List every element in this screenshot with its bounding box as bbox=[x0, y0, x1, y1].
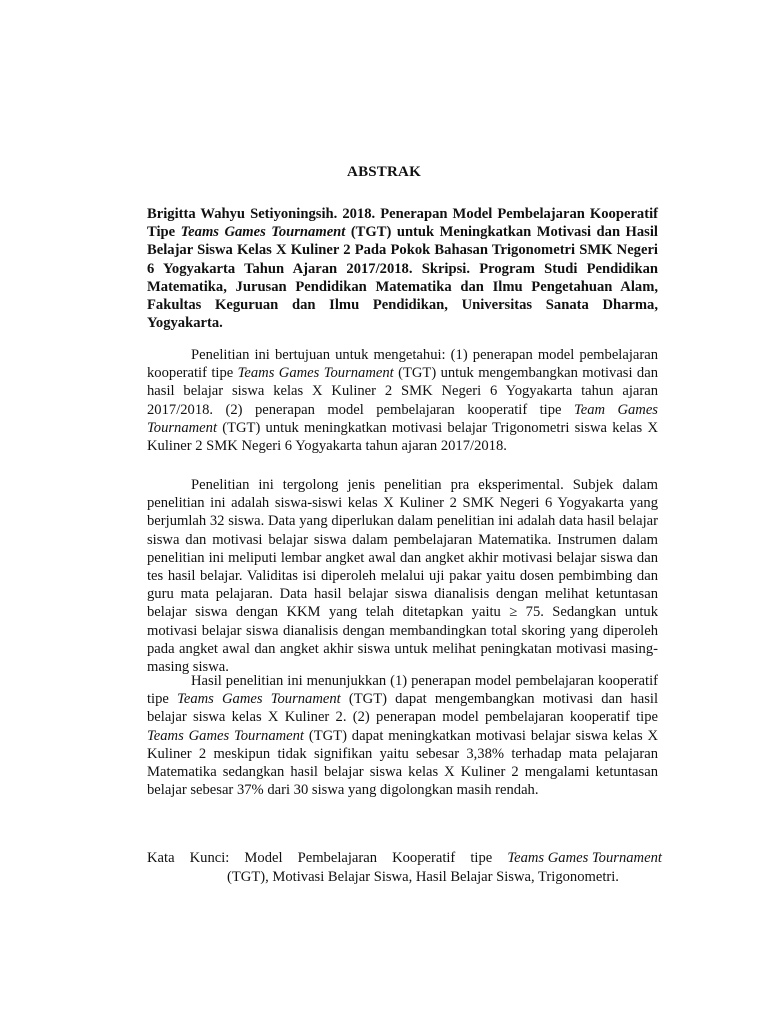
keyword-word-4: tipe bbox=[470, 850, 493, 866]
p1-italic-b: Team Games Tournament bbox=[147, 401, 658, 436]
paragraph-objectives bbox=[147, 346, 658, 455]
p1-text-b: (TGT) untuk mengembangkan motivasi dan hasil belajar siswa kelas X Kuliner 2 SMK Negeri 6 Yogyakarta tahun ajaran 2017/2018. (2) penerapan model pembelajaran kooperatif tipe bbox=[147, 365, 658, 418]
identity-italic-method: Teams Games Tournament bbox=[180, 224, 346, 241]
p1-text-a: Penelitian ini bertujuan untuk mengetahui: (1) penerapan model pembelajaran kooperatif tipe bbox=[147, 347, 658, 382]
p3-text-a: Hasil penelitian ini menunjukkan (1) penerapan model pembelajaran kooperatif tipe bbox=[147, 673, 658, 708]
p1-italic-a: Teams Games Tournament bbox=[237, 365, 394, 382]
author-identity bbox=[147, 205, 658, 332]
keywords-section bbox=[147, 849, 662, 886]
p3-text-c: (TGT) dapat meningkatkan motivasi belajar siswa kelas X Kuliner 2 meskipun tidak signifikan yaitu sebesar 3,38% terhadap mata pelajaran Matematika sedangkan hasil belajar siswa kelas X Kuliner 2 mengalami ketuntasan belajar sebesar 37% dari 30 siswa yang digolongkan masih rendah. bbox=[147, 727, 658, 799]
p3-italic-b: Teams Games Tournament bbox=[147, 727, 304, 744]
keyword-word-1: Model bbox=[244, 850, 283, 866]
paragraph-results bbox=[147, 672, 658, 799]
p3-text-b: (TGT) dapat mengembangkan motivasi dan hasil belajar siswa kelas X Kuliner 2. (2) penerapan model pembelajaran kooperatif tipe bbox=[147, 691, 658, 726]
keyword-italic-method: Teams Games Tournament bbox=[507, 850, 662, 866]
keyword-word-3: Kooperatif bbox=[392, 850, 456, 866]
keywords-line-2: (TGT), Motivasi Belajar Siswa, Hasil Belajar Siswa, Trigonometri. bbox=[227, 868, 619, 885]
keyword-word-2: Pembelajaran bbox=[297, 850, 378, 866]
identity-text-2: (TGT) untuk Meningkatkan Motivasi dan Hasil Belajar Siswa Kelas X Kuliner 2 Pada Pokok Bahasan Trigonometri SMK Negeri 6 Yogyakarta Tahun Ajaran 2017/2018. Skripsi. Program Studi Pendidikan Matematika, Jurusan Pendidikan Matematika dan Ilmu Pengetahuan Alam, Fakultas Keguruan dan Ilmu Pendidikan, Universitas Sanata Dharma, Yogyakarta. bbox=[147, 224, 658, 332]
p1-text-c: (TGT) untuk meningkatkan motivasi belajar Trigonometri siswa kelas X Kuliner 2 SMK Negeri 6 Yogyakarta tahun ajaran 2017/2018. bbox=[147, 419, 658, 455]
identity-text-1: Brigitta Wahyu Setiyoningsih. 2018. Penerapan Model Pembelajaran Kooperatif Tipe bbox=[147, 206, 658, 241]
keywords-label-word2: Kunci: bbox=[189, 850, 230, 866]
p2-text: Penelitian ini tergolong jenis penelitian pra eksperimental. Subjek dalam penelitian ini adalah siswa-siswi kelas X Kuliner 2 SMK Negeri 6 Yogyakarta yang berjumlah 32 siswa. Data yang diperlukan dalam penelitian ini adalah data hasil belajar siswa dan motivasi belajar siswa dalam pembelajaran Matematika. Instrumen dalam penelitian ini meliputi lembar angket awal dan angket akhir motivasi belajar siswa dan tes hasil belajar. Validitas isi diperoleh melalui uji pakar yaitu dosen pembimbing dan guru mata pelajaran. Data hasil belajar siswa dianalisis dengan melihat ketuntasan belajar siswa dengan KKM yang telah ditetapkan yaitu ≥ 75. Sedangkan untuk motivasi belajar siswa dianalisis dengan membandingkan total skoring yang diperoleh pada angket awal dan angket akhir siswa untuk melihat peningkatan motivasi masing-masing siswa. bbox=[147, 477, 658, 676]
keywords-label-word1: Kata bbox=[147, 850, 175, 866]
paragraph-method bbox=[147, 476, 658, 676]
keywords-line-1 bbox=[147, 849, 662, 868]
abstract-title: ABSTRAK bbox=[347, 164, 421, 180]
p3-italic-a: Teams Games Tournament bbox=[177, 691, 341, 708]
